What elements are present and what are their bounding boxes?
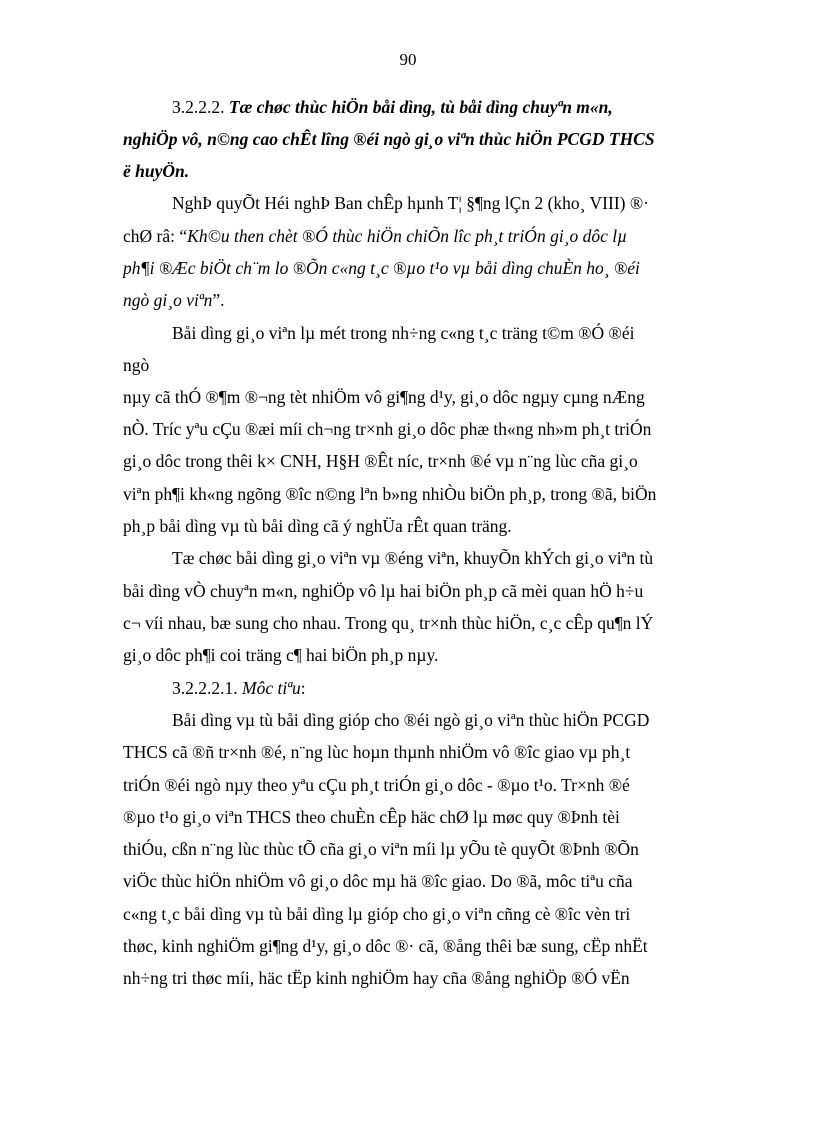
text-run: båi dìng vÒ chuyªn m«n, nghiÖp vô lµ hai biÖn ph¸p cã mèi quan hÖ h÷u xyxy=(123,581,644,601)
text-run: 3.2.2.2.1. xyxy=(172,678,242,698)
text-line xyxy=(172,323,723,344)
text-line xyxy=(123,613,723,634)
text-run: gi¸o dôc trong thêi k× CNH, H§H ®Êt níc, tr×nh ®é vµ n¨ng lùc cña gi¸o xyxy=(123,451,638,471)
text-run: Tæ chøc båi dìng gi¸o viªn vµ ®éng viªn, khuyÕn khÝch gi¸o viªn tù xyxy=(172,548,654,568)
text-run: thiÓu, cßn n¨ng lùc thùc tÕ cña gi¸o viªn míi lµ yÕu tè quyÕt ®Þnh ®Õn xyxy=(123,839,639,859)
text-line xyxy=(123,129,723,150)
text-run: NghÞ quyÕt Héi nghÞ Ban chÊp hµnh T¦ §¶ng lÇn 2 (kho¸ VIII) ®· xyxy=(172,193,649,213)
text-run: Båi dìng gi¸o viªn lµ mét trong nh÷ng c«ng t¸c träng t©m ®Ó ®éi xyxy=(172,323,635,343)
text-line xyxy=(172,710,723,731)
text-run: THCS cã ®ñ tr×nh ®é, n¨ng lùc hoµn thµnh nhiÖm vô ®îc giao vµ ph¸t xyxy=(123,742,631,762)
text-run: ”. xyxy=(212,290,225,310)
text-line xyxy=(123,807,723,828)
text-line xyxy=(123,581,723,602)
text-line xyxy=(172,193,723,214)
text-line xyxy=(123,387,723,408)
text-run: : xyxy=(300,678,306,698)
text-line xyxy=(123,451,723,472)
text-line xyxy=(123,645,723,666)
text-run: ngò xyxy=(123,355,150,375)
text-line xyxy=(172,548,723,569)
text-run: nµy cã thÓ ®¶m ®¬ng tèt nhiÖm vô gi¶ng d¹y, gi¸o dôc ngµy cµng nÆng xyxy=(123,387,645,407)
italic-text: ph¶i ®Æc biÖt ch¨m lo ®Õn c«ng t¸c ®µo t¹o vµ båi dìng chuÈn ho¸ ®éi xyxy=(123,258,640,278)
bold-italic-text: ë huyÖn. xyxy=(123,161,190,181)
italic-text: Kh©u then chèt ®Ó thùc hiÖn chiÕn lîc ph¸t triÓn gi¸o dôc lµ xyxy=(187,226,628,246)
text-line xyxy=(123,839,723,860)
text-line xyxy=(123,775,723,796)
text-run: nÒ. Tríc yªu cÇu ®æi míi ch¬ng tr×nh gi¸o dôc phæ th«ng nh»m ph¸t triÓn xyxy=(123,419,652,439)
text-line xyxy=(123,484,723,505)
text-run: nh÷ng tri thøc míi, häc tËp kinh nghiÖm hay cña ®ång nghiÖp ®Ó vËn xyxy=(123,968,630,988)
text-run: ph¸p båi dìng vµ tù båi dìng cã ý nghÜa rÊt quan träng. xyxy=(123,516,512,536)
page-number: 90 xyxy=(399,50,417,69)
text-line xyxy=(123,742,723,763)
text-run: ®µo t¹o gi¸o viªn THCS theo chuÈn cÊp häc chØ lµ møc quy ®Þnh tèi xyxy=(123,807,620,827)
text-run: viÖc thùc hiÖn nhiÖm vô gi¸o dôc mµ hä ®îc giao. Do ®ã, môc tiªu cña xyxy=(123,871,633,891)
italic-text: Môc tiªu xyxy=(242,678,301,698)
text-run: triÓn ®éi ngò nµy theo yªu cÇu ph¸t triÓn gi¸o dôc - ®µo t¹o. Tr×nh ®é xyxy=(123,775,630,795)
text-line xyxy=(123,516,723,537)
text-line xyxy=(123,904,723,925)
text-line xyxy=(123,968,723,989)
text-line xyxy=(172,678,723,699)
text-run: viªn ph¶i kh«ng ngõng ®îc n©ng lªn b»ng nhiÒu biÖn ph¸p, trong ®ã, biÖn xyxy=(123,484,657,504)
text-line xyxy=(172,97,723,118)
bold-italic-text: nghiÖp vô, n©ng cao chÊt lîng ®éi ngò gi¸o viªn thùc hiÖn PCGD THCS xyxy=(123,129,655,149)
text-line xyxy=(123,419,723,440)
text-run: chØ râ: “ xyxy=(123,226,188,246)
text-line xyxy=(123,355,723,376)
text-run: Båi dìng vµ tù båi dìng gióp cho ®éi ngò gi¸o viªn thùc hiÖn PCGD xyxy=(172,710,650,730)
bold-italic-text: Tæ chøc thùc hiÖn båi dìng, tù båi dìng chuyªn m«n, xyxy=(228,97,613,117)
text-line xyxy=(123,258,723,279)
text-line xyxy=(123,226,723,247)
italic-text: ngò gi¸o viªn xyxy=(123,290,213,310)
text-run: gi¸o dôc ph¶i coi träng c¶ hai biÖn ph¸p nµy. xyxy=(123,645,439,665)
text-line xyxy=(123,936,723,957)
text-line xyxy=(123,290,723,311)
text-line xyxy=(123,161,723,182)
text-line xyxy=(123,871,723,892)
text-run: thøc, kinh nghiÖm gi¶ng d¹y, gi¸o dôc ®· cã, ®ång thêi bæ sung, cËp nhËt xyxy=(123,936,648,956)
text-run: c«ng t¸c båi dìng vµ tù båi dìng lµ gióp cho gi¸o viªn cñng cè ®îc vèn tri xyxy=(123,904,631,924)
text-run: 3.2.2.2. xyxy=(172,97,229,117)
text-run: c¬ víi nhau, bæ sung cho nhau. Trong qu¸ tr×nh thùc hiÖn, c¸c cÊp qu¶n lÝ xyxy=(123,613,654,633)
